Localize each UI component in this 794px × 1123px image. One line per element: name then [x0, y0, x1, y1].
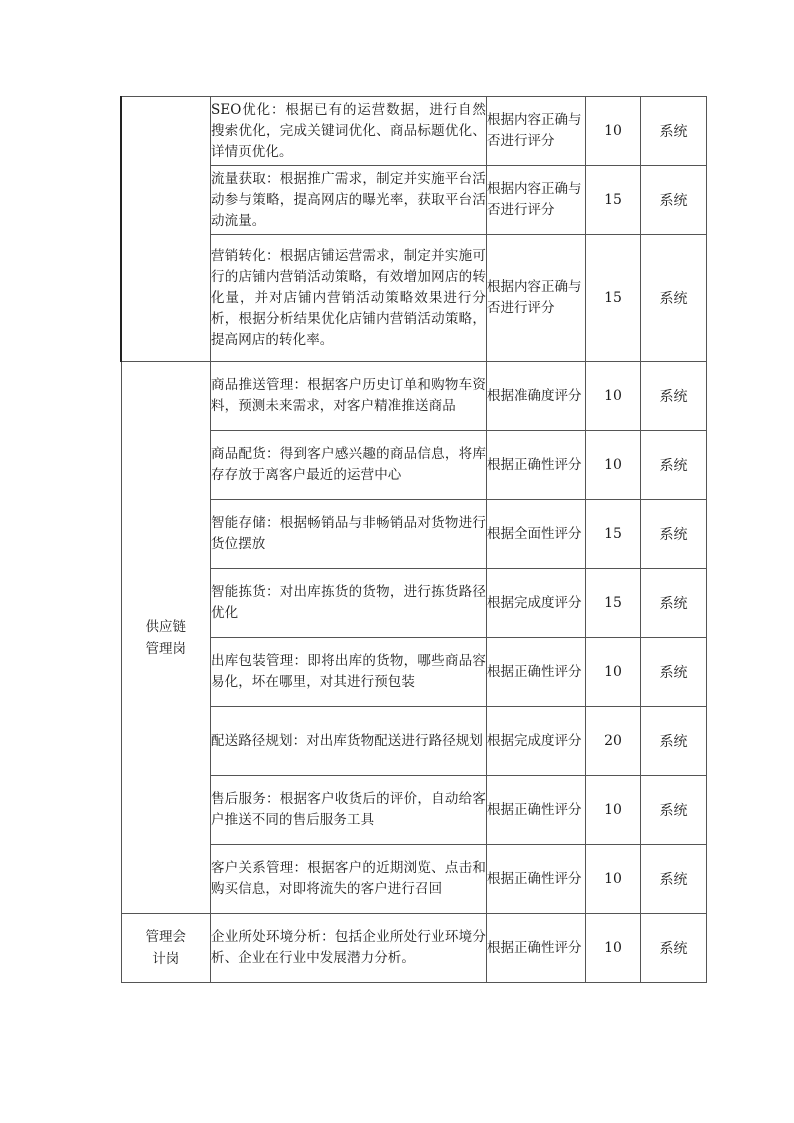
method-cell: 系统: [641, 707, 707, 776]
criterion-cell: 根据内容正确与否进行评分: [487, 97, 586, 166]
score-cell: 10: [586, 362, 641, 431]
criterion-cell: 根据内容正确与否进行评分: [487, 235, 586, 362]
score-cell: 10: [586, 431, 641, 500]
score-cell: 15: [586, 166, 641, 235]
task-cell: SEO优化：根据已有的运营数据，进行自然搜索优化，完成关键词优化、商品标题优化、详情页优化。: [211, 97, 487, 166]
criterion-cell: 根据准确度评分: [487, 362, 586, 431]
method-cell: 系统: [641, 97, 707, 166]
score-cell: 15: [586, 235, 641, 362]
criterion-cell: 根据正确性评分: [487, 845, 586, 914]
criterion-cell: 根据全面性评分: [487, 500, 586, 569]
task-cell: 商品配货：得到客户感兴趣的商品信息，将库存存放于离客户最近的运营中心: [211, 431, 487, 500]
method-cell: 系统: [641, 362, 707, 431]
method-cell: 系统: [641, 776, 707, 845]
task-cell: 营销转化：根据店铺运营需求，制定并实施可行的店铺内营销活动策略，有效增加网店的转化量，并对店铺内营销活动策略效果进行分析，根据分析结果优化店铺内营销活动策略，提高网店的转化率。: [211, 235, 487, 362]
score-cell: 10: [586, 638, 641, 707]
task-cell: 客户关系管理：根据客户的近期浏览、点击和购买信息，对即将流失的客户进行召回: [211, 845, 487, 914]
score-cell: 10: [586, 776, 641, 845]
score-cell: 15: [586, 500, 641, 569]
method-cell: 系统: [641, 166, 707, 235]
criterion-cell: 根据正确性评分: [487, 431, 586, 500]
role-cell-continued: [121, 97, 211, 362]
scoring-table: [120, 96, 707, 983]
score-cell: 20: [586, 707, 641, 776]
score-cell: 15: [586, 569, 641, 638]
method-cell: 系统: [641, 914, 707, 983]
task-cell: 商品推送管理：根据客户历史订单和购物车资料，预测未来需求，对客户精准推送商品: [211, 362, 487, 431]
method-cell: 系统: [641, 638, 707, 707]
method-cell: 系统: [641, 235, 707, 362]
method-cell: 系统: [641, 500, 707, 569]
task-cell: 智能存储：根据畅销品与非畅销品对货物进行货位摆放: [211, 500, 487, 569]
table-row: [121, 97, 707, 166]
role-label: 管理会计岗: [145, 929, 186, 967]
task-cell: 企业所处环境分析：包括企业所处行业环境分析、企业在行业中发展潜力分析。: [211, 914, 487, 983]
role-label: 供应链管理岗: [145, 618, 186, 657]
score-cell: 10: [586, 914, 641, 983]
task-cell: 智能拣货：对出库拣货的货物，进行拣货路径优化: [211, 569, 487, 638]
task-cell: 售后服务：根据客户收货后的评价，自动给客户推送不同的售后服务工具: [211, 776, 487, 845]
task-cell: 配送路径规划：对出库货物配送进行路径规划: [211, 707, 487, 776]
task-cell: 流量获取：根据推广需求，制定并实施平台活动参与策略，提高网店的曝光率，获取平台活动流量。: [211, 166, 487, 235]
method-cell: 系统: [641, 569, 707, 638]
criterion-cell: 根据完成度评分: [487, 569, 586, 638]
method-cell: 系统: [641, 431, 707, 500]
criterion-cell: 根据正确性评分: [487, 914, 586, 983]
role-cell-supply-chain: [121, 362, 211, 914]
table-row: [121, 914, 707, 983]
criterion-cell: 根据完成度评分: [487, 707, 586, 776]
criterion-cell: 根据正确性评分: [487, 638, 586, 707]
method-cell: 系统: [641, 845, 707, 914]
table-row: [121, 362, 707, 431]
score-cell: 10: [586, 845, 641, 914]
criterion-cell: 根据内容正确与否进行评分: [487, 166, 586, 235]
role-cell-management-accounting: [121, 914, 211, 983]
criterion-cell: 根据正确性评分: [487, 776, 586, 845]
task-cell: 出库包装管理：即将出库的货物，哪些商品容易化，坏在哪里，对其进行预包装: [211, 638, 487, 707]
score-cell: 10: [586, 97, 641, 166]
